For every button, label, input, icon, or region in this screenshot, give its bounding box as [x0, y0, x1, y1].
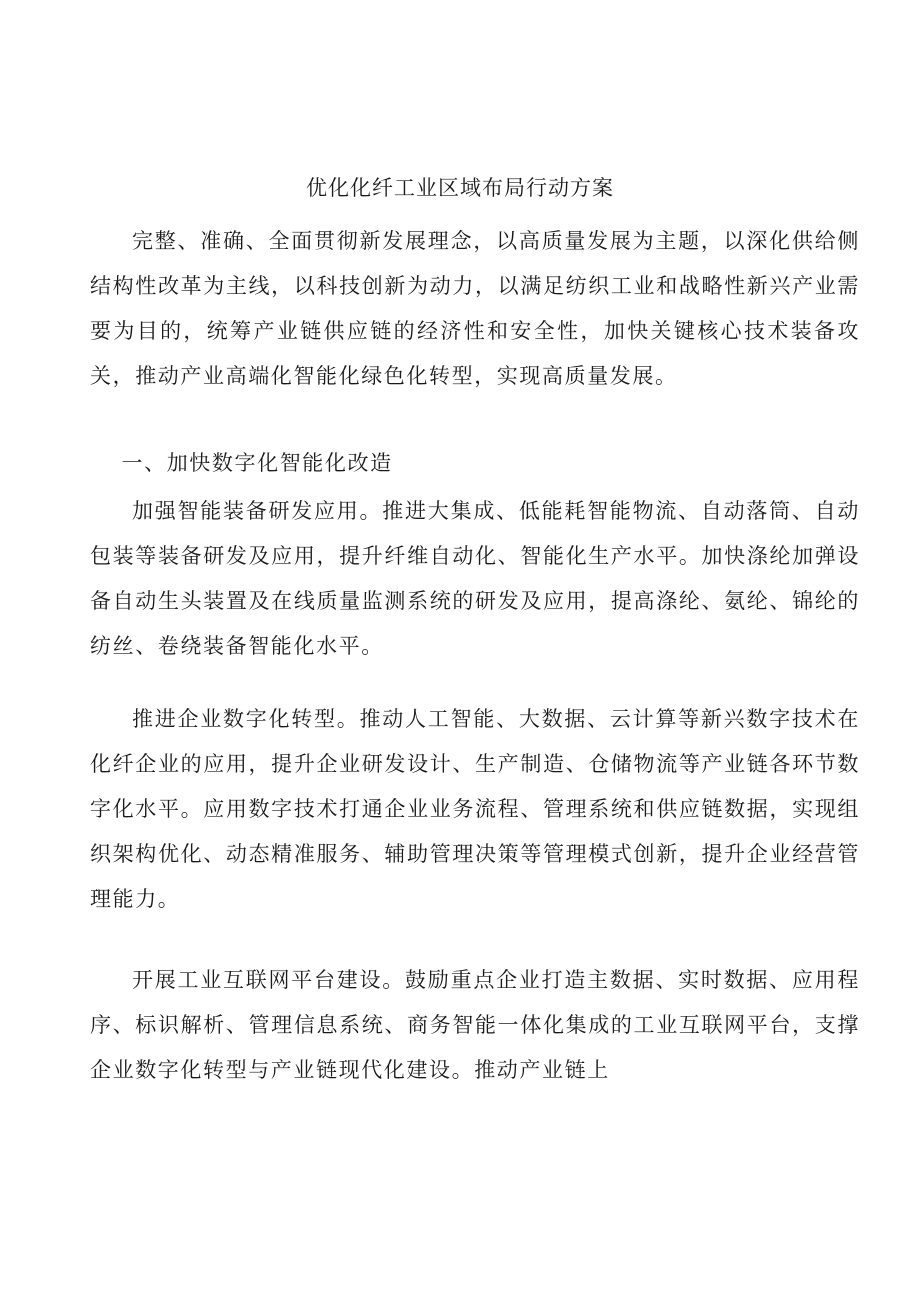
- document-title: 优化化纤工业区域布局行动方案: [306, 176, 614, 200]
- paragraph-smart-equipment: 加强智能装备研发应用。推进大集成、低能耗智能物流、自动落筒、自动包装等装备研发及应用，提升纤维自动化、智能化生产水平。加快涤纶加弹设备自动生头装置及在线质量监测系统的研发及应用，提高涤纶、氨纶、锦纶的纺丝、卷绕装备智能化水平。: [90, 499, 860, 658]
- intro-paragraph: 完整、准确、全面贯彻新发展理念，以高质量发展为主题，以深化供给侧结构性改革为主线，以科技创新为动力，以满足纺织工业和战略性新兴产业需要为目的，统筹产业链供应链的经济性和安全性，加快关键核心技术装备攻关，推动产业高端化智能化绿色化转型，实现高质量发展。: [90, 229, 860, 388]
- paragraph-digital-transformation: 推进企业数字化转型。推动人工智能、大数据、云计算等新兴数字技术在化纤企业的应用，提升企业研发设计、生产制造、仓储物流等产业链各环节数字化水平。应用数字技术打通企业业务流程、管理系统和供应链数据，实现组织架构优化、动态精准服务、辅助管理决策等管理模式创新，提升企业经营管理能力。: [90, 707, 860, 911]
- paragraph-industrial-internet: 开展工业互联网平台建设。鼓励重点企业打造主数据、实时数据、应用程序、标识解析、管理信息系统、商务智能一体化集成的工业互联网平台，支撑企业数字化转型与产业链现代化建设。推动产业链上: [90, 968, 860, 1082]
- section-heading: 一、加快数字化智能化改造: [121, 451, 393, 475]
